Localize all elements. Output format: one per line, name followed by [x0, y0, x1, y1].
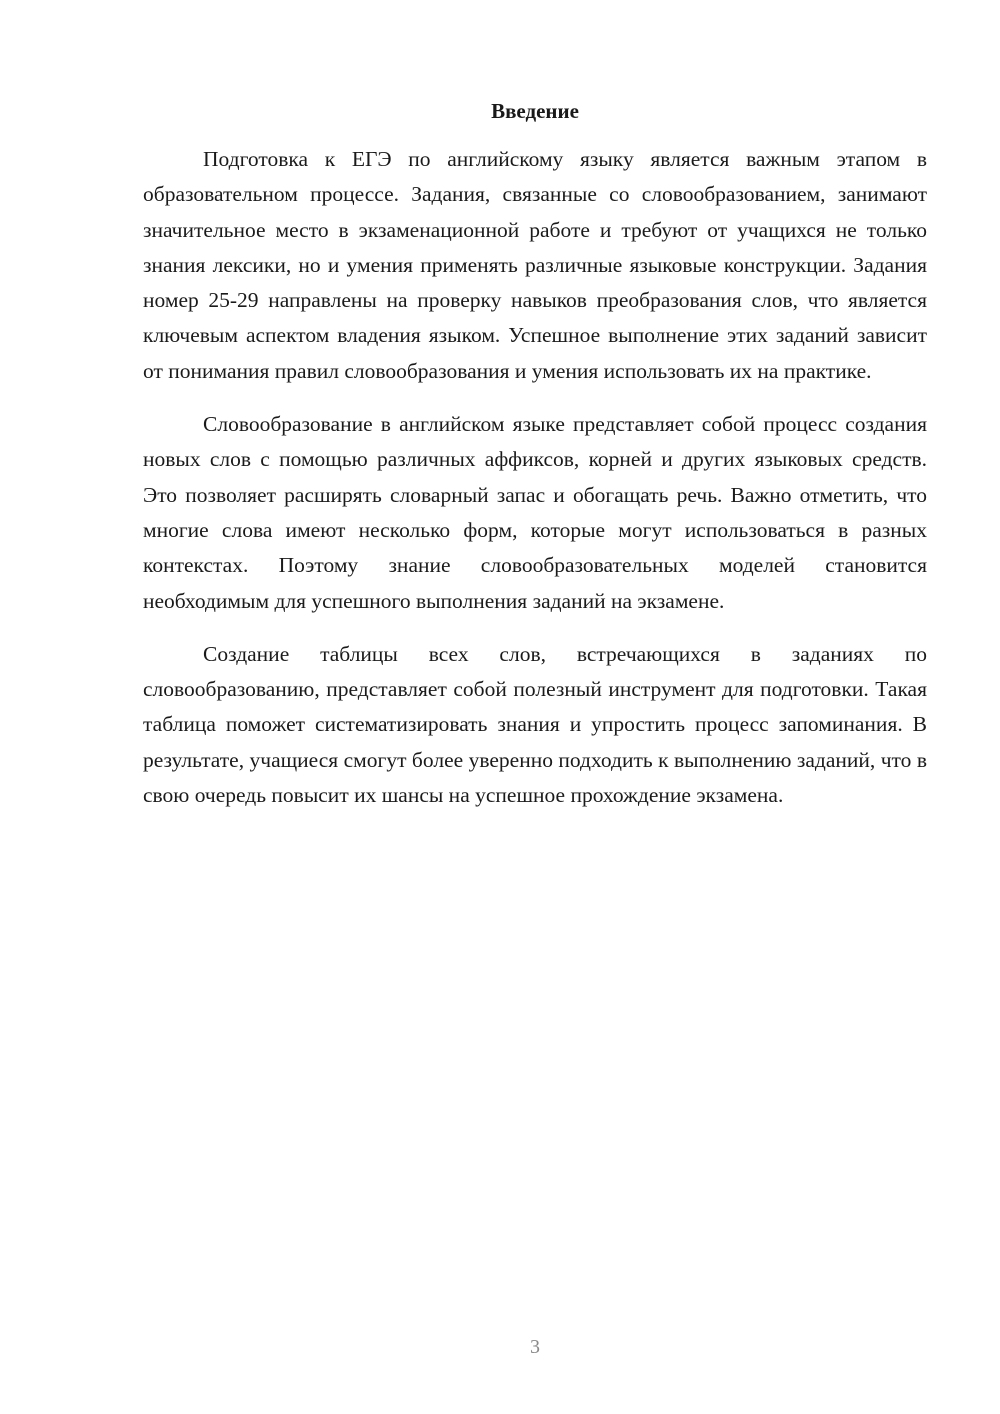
section-heading: Введение	[491, 99, 579, 123]
body-text	[143, 142, 927, 831]
paragraph-2: Словообразование в английском языке представляет собой процесс создания новых слов с помощью различных аффиксов, корней и других языковых средств. Это позволяет расширять словарный запас и обогащать речь. Важно отметить, что многие слова имеют несколько форм, которые могут использоваться в разных контекстах. Поэтому знание словообразовательных моделей становится необходимым для успешного выполнения заданий на экзамене.	[143, 412, 927, 613]
page-number: 3	[530, 1336, 540, 1358]
paragraph-3: Создание таблицы всех слов, встречающихся в заданиях по словообразованию, представляет собой полезный инструмент для подготовки. Такая таблица поможет систематизировать знания и упростить процесс запоминания. В результате, учащиеся смогут более уверенно подходить к выполнению заданий, что в свою очередь повысит их шансы на успешное прохождение экзамена.	[143, 641, 927, 808]
paragraph-1: Подготовка к ЕГЭ по английскому языку является важным этапом в образовательном процессе. Задания, связанные со словообразованием, занимают значительное место в экзаменационной работе и требуют от учащихся не только знания лексики, но и умения применять различные языковые конструкции. Задания номер 25-29 направлены на проверку навыков преобразования слов, что является ключевым аспектом владения языком. Успешное выполнение этих заданий зависит от понимания правил словообразования и умения использовать их на практике.	[143, 147, 927, 383]
